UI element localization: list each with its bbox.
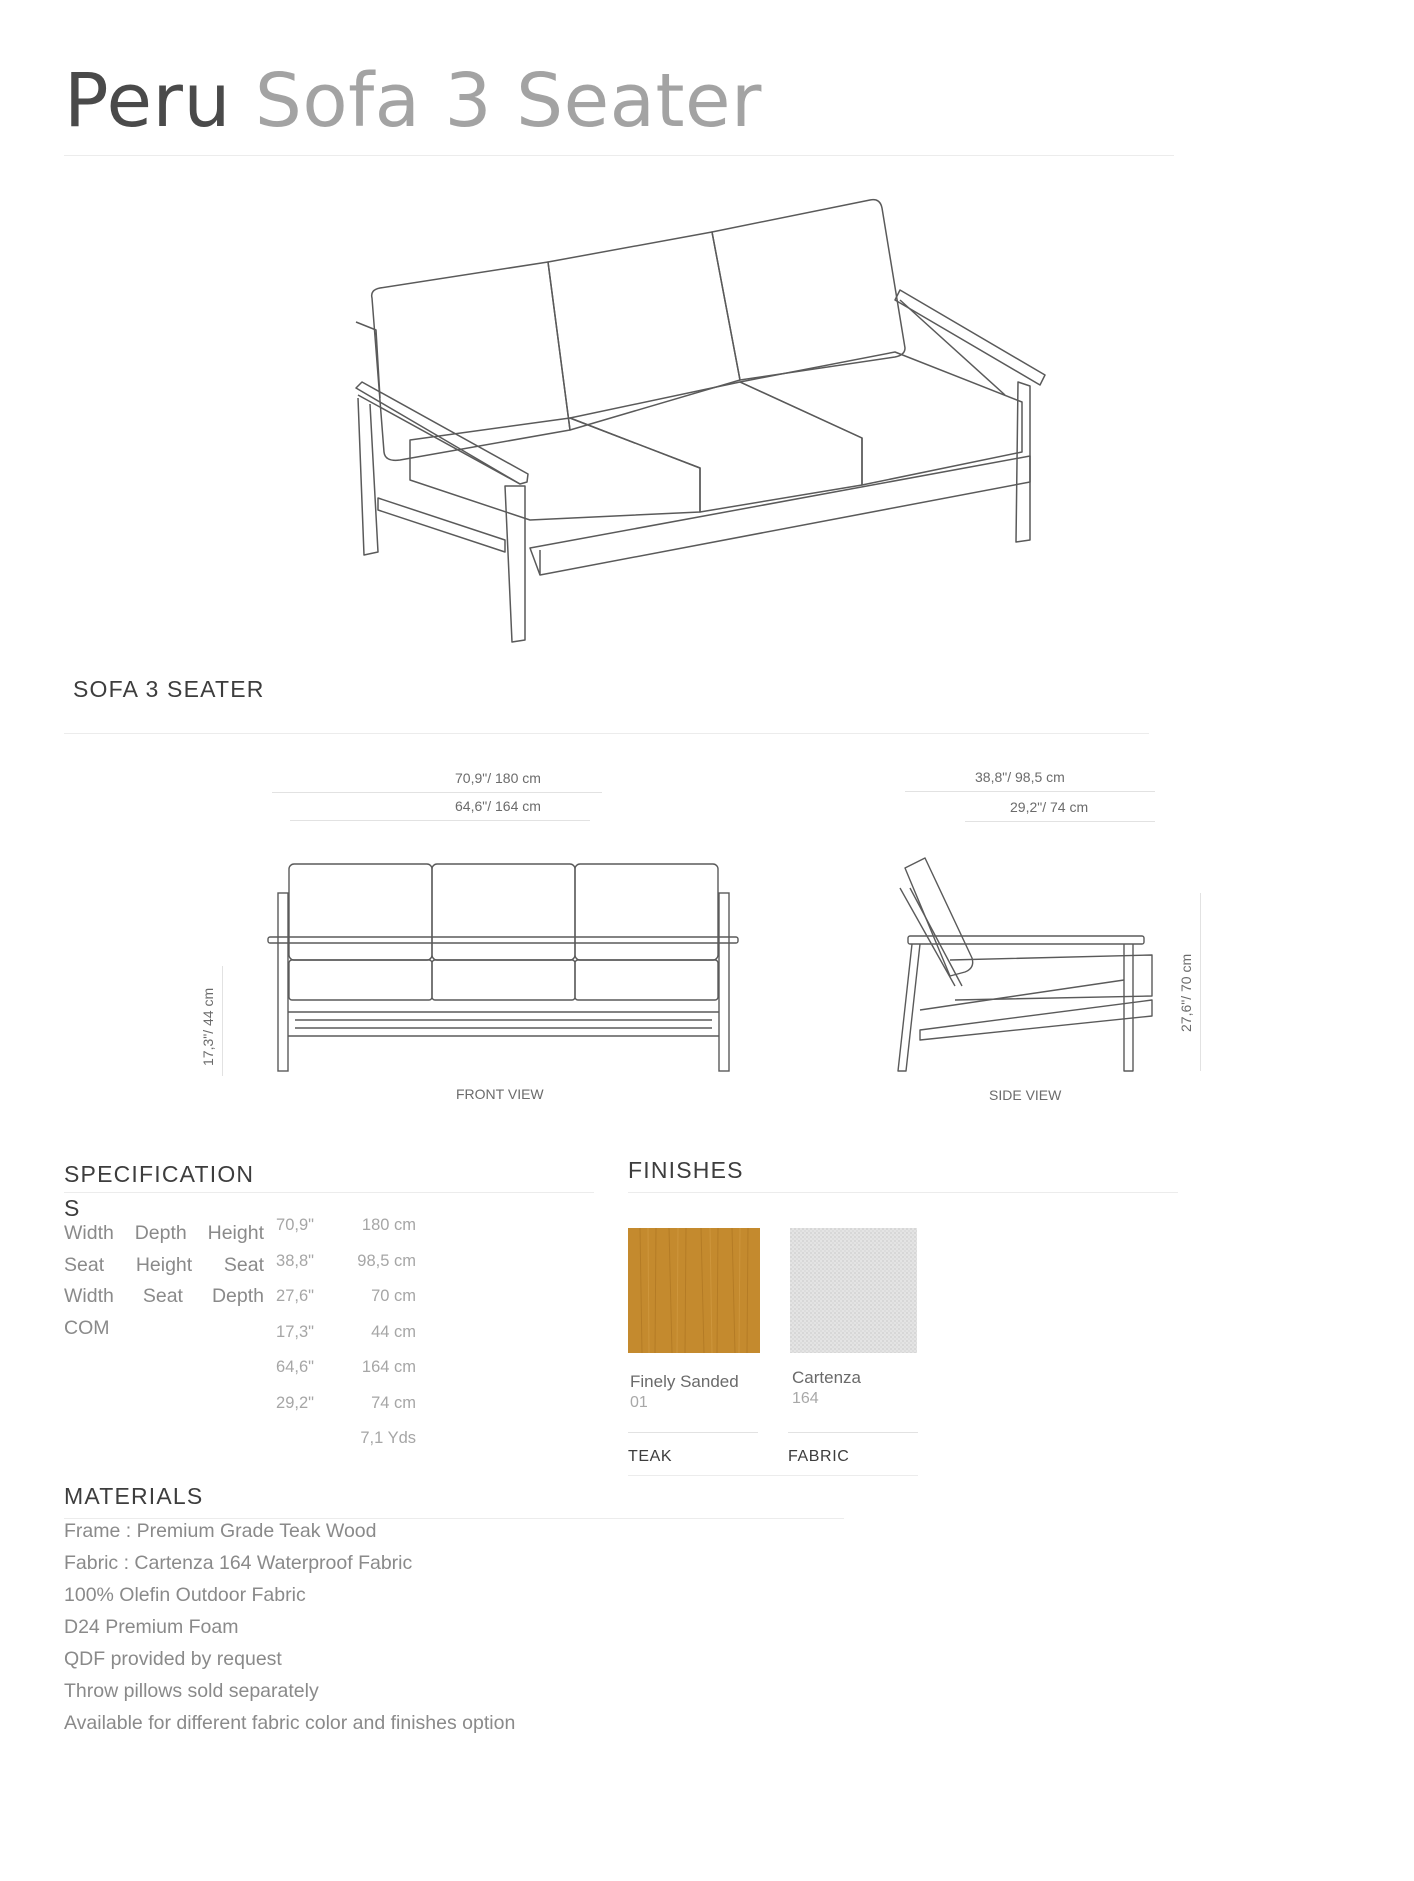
spec-inch-value: 38,8"	[276, 1251, 314, 1270]
title-model: Sofa 3 Seater	[254, 58, 762, 144]
spec-metric-value: 70 cm	[371, 1287, 416, 1305]
materials-item: Throw pillows sold separately	[64, 1680, 319, 1702]
side-seat-depth-dimension: 29,2"/ 74 cm	[1010, 799, 1089, 815]
finishes-heading: FINISHES	[628, 1157, 744, 1183]
specifications-labels: Width Depth Height Seat Height Seat Width Seat Depth COM	[64, 1222, 264, 1339]
side-front-leg	[898, 944, 920, 1071]
materials-item: Frame : Premium Grade Teak Wood	[64, 1520, 377, 1542]
spec-inch-value: 17,3"	[276, 1322, 314, 1341]
spec-inch-value: 27,6"	[276, 1287, 314, 1305]
materials-list	[64, 1515, 515, 1739]
side-back-leg	[1124, 944, 1133, 1071]
spec-inch-value: 70,9"	[276, 1216, 314, 1234]
spec-metric-value: 180 cm	[361, 1216, 416, 1234]
fabric-finish-code: 164	[792, 1390, 819, 1407]
fabric-finish-name: Cartenza	[792, 1368, 861, 1387]
front-view-caption: FRONT VIEW	[456, 1086, 544, 1102]
side-seat-cushion	[950, 955, 1152, 1000]
spec-inch-value: 29,2"	[276, 1393, 314, 1412]
title-name: Peru	[64, 58, 231, 144]
spec-metric-value: 44 cm	[371, 1322, 416, 1341]
spec-metric-value: 164 cm	[361, 1358, 416, 1376]
teak-finish-name: Finely Sanded	[630, 1372, 739, 1391]
fabric-divider	[788, 1432, 918, 1433]
materials-heading: MATERIALS	[64, 1483, 204, 1509]
side-view-caption: SIDE VIEW	[989, 1087, 1062, 1103]
side-armrest	[908, 936, 1144, 944]
front-width-dimension: 70,9"/ 180 cm	[455, 770, 541, 786]
side-depth-dimension: 38,8"/ 98,5 cm	[975, 769, 1065, 785]
product-label: SOFA 3 SEATER	[73, 676, 265, 702]
materials-item: 100% Olefin Outdoor Fabric	[64, 1584, 306, 1606]
front-seat-height-dimension: 17,3"/ 44 cm	[200, 987, 216, 1066]
finishes-bottom-divider	[628, 1475, 918, 1476]
specifications-divider	[64, 1192, 594, 1193]
fabric-category: FABRIC	[788, 1448, 850, 1465]
specifications-heading: SPECIFICATIONS	[64, 1161, 255, 1221]
front-inner-width-dimension: 64,6"/ 164 cm	[455, 798, 541, 814]
teak-category: TEAK	[628, 1448, 673, 1465]
materials-item: Available for different fabric color and finishes option	[64, 1712, 516, 1734]
finishes-divider	[628, 1192, 1178, 1193]
teak-finish-code: 01	[630, 1394, 648, 1411]
materials-item: D24 Premium Foam	[64, 1616, 239, 1638]
spec-inch-value: 64,6"	[276, 1358, 314, 1376]
spec-metric-value: 7,1 Yds	[360, 1429, 416, 1447]
side-height-dimension: 27,6"/ 70 cm	[1178, 953, 1194, 1032]
spec-metric-value: 98,5 cm	[357, 1251, 416, 1270]
fabric-swatch	[790, 1228, 917, 1353]
side-seat-rail	[920, 1000, 1152, 1040]
teak-divider	[628, 1432, 758, 1433]
specifications-metric	[330, 1208, 416, 1457]
teak-swatch	[628, 1228, 760, 1353]
materials-item: QDF provided by request	[64, 1648, 282, 1670]
specifications-inches	[262, 1208, 314, 1421]
materials-item: Fabric : Cartenza 164 Waterproof Fabric	[64, 1552, 413, 1574]
spec-metric-value: 74 cm	[371, 1393, 416, 1412]
